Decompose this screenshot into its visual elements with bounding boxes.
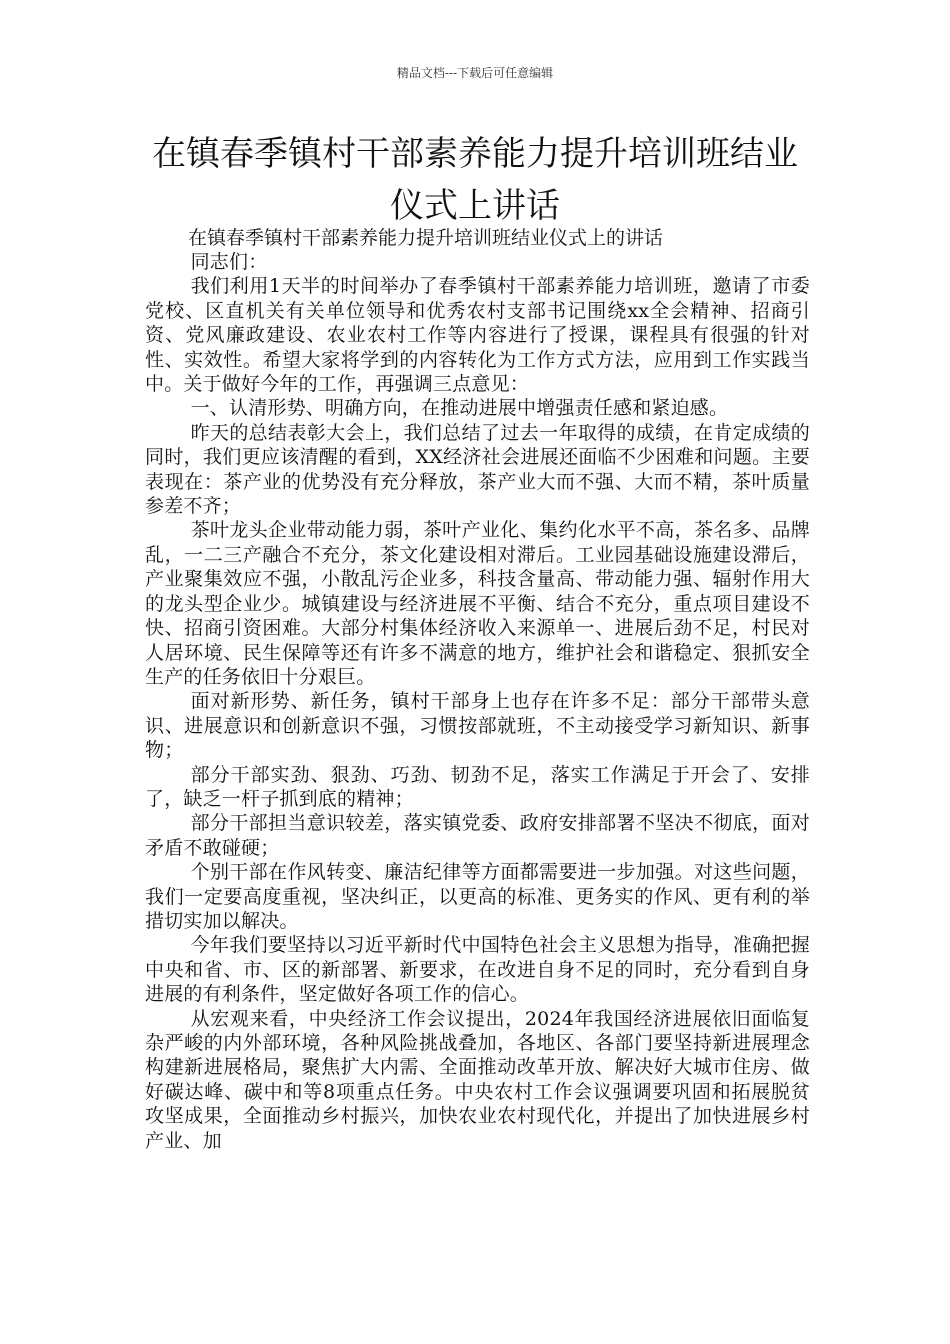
paragraph: 茶叶龙头企业带动能力弱，茶叶产业化、集约化水平不高，茶名多、品牌乱，一二三产融合不充分，茶文化建设相对滞后。工业园基础设施建设滞后，产业聚集效应不强，小散乱污企业多，科技含量高、带动能力强、辐射作用大的龙头型企业少。城镇建设与经济进展不平衡、结合不充分，重点项目建设不快、招商引资困难。大部分村集体经济收入来源单一、进展后劲不足，村民对人居环境、民生保障等还有许多不满意的地方，维护社会和谐稳定、狠抓安全生产的任务依旧十分艰巨。 (145, 519, 810, 688)
paragraph: 面对新形势、新任务，镇村干部身上也存在许多不足：部分干部带头意识、进展意识和创新意识不强，习惯按部就班，不主动接受学习新知识、新事物； (145, 690, 810, 762)
document-title: 在镇春季镇村干部素养能力提升培训班结业仪式上讲话 (152, 134, 798, 226)
document-body (145, 250, 810, 1153)
paragraph: 我们利用1天半的时间举办了春季镇村干部素养能力培训班，邀请了市委党校、区直机关有关单位领导和优秀农村支部书记围绕xx全会精神、招商引资、党风廉政建设、农业农村工作等内容进行了授课，课程具有很强的针对性、实效性。希望大家将学到的内容转化为工作方式方法，应用到工作实践当中。关于做好今年的工作，再强调三点意见： (145, 275, 810, 396)
paragraph: 一、认清形势、明确方向，在推动进展中增强责任感和紧迫感。 (190, 397, 729, 420)
paragraph: 个别干部在作风转变、廉洁纪律等方面都需要进一步加强。对这些问题，我们一定要高度重视，坚决纠正，以更高的标准、更务实的作风、更有利的举措切实加以解决。 (145, 861, 810, 932)
paragraph: 部分干部实劲、狠劲、巧劲、韧劲不足，落实工作满足于开会了、安排了，缺乏一杆子抓到底的精神； (145, 763, 810, 810)
paragraph: 今年我们要坚持以习近平新时代中国特色社会主义思想为指导，准确把握中央和省、市、区的新部署、新要求，在改进自身不足的同时，充分看到自身进展的有利条件，坚定做好各项工作的信心。 (145, 934, 810, 1006)
page-header: 精品文档---下载后可任意编辑 (396, 66, 554, 80)
paragraph: 从宏观来看，中央经济工作会议提出，2024年我国经济进展依旧面临复杂严峻的内外部环境，各种风险挑战叠加，各地区、各部门要坚持新进展理念构建新进展格局，聚焦扩大内需、全面推动改革开放、解决好大城市住房、做好碳达峰、碳中和等8项重点任务。中央农村工作会议强调要巩固和拓展脱贫攻坚成果，全面推动乡村振兴，加快农业农村现代化，并提出了加快进展乡村产业、加 (145, 1007, 810, 1152)
paragraph: 昨天的总结表彰大会上，我们总结了过去一年取得的成绩，在肯定成绩的同时，我们更应该清醒的看到，XX经济社会进展还面临不少困难和问题。主要表现在：茶产业的优势没有充分释放，茶产业大而不强、大而不精，茶叶质量参差不齐； (145, 421, 810, 518)
document-subtitle: 在镇春季镇村干部素养能力提升培训班结业仪式上的讲话 (188, 227, 664, 249)
paragraph: 部分干部担当意识较差，落实镇党委、政府安排部署不坚决不彻底，面对矛盾不敢碰硬； (145, 812, 810, 859)
salutation: 同志们： (190, 251, 268, 273)
